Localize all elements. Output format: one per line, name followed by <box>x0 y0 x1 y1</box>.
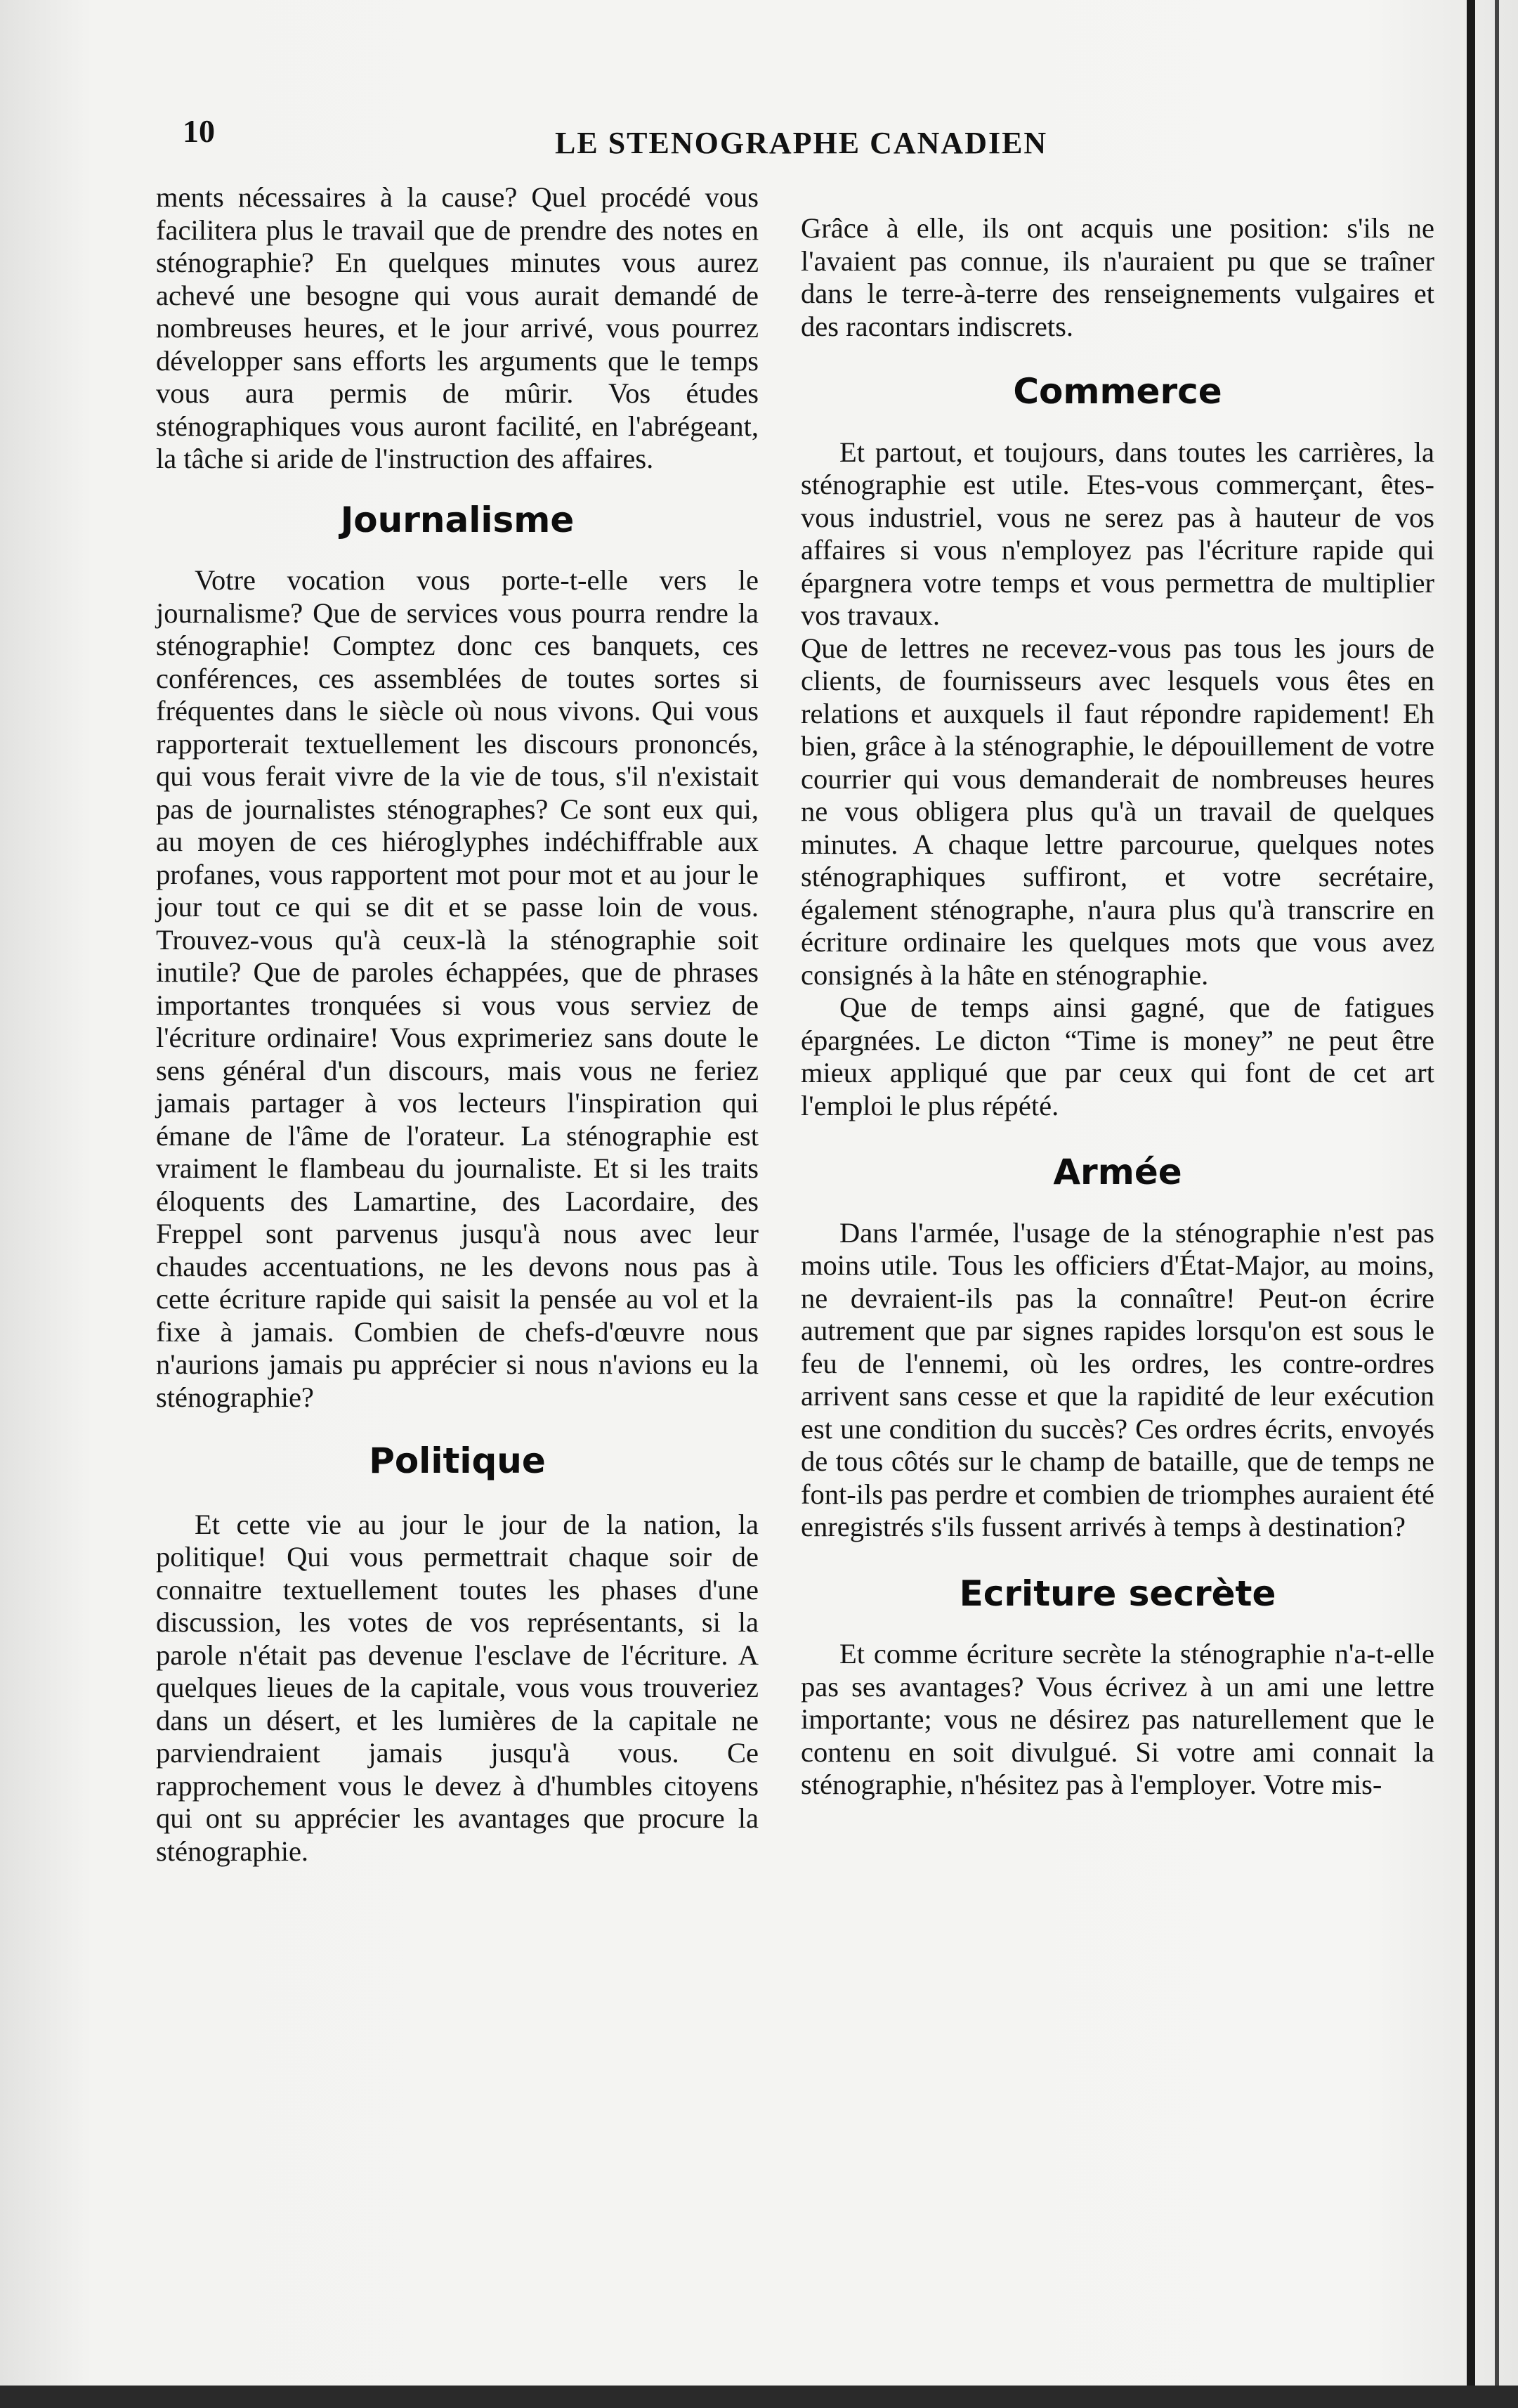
section-heading-politique: Politique <box>369 1440 546 1481</box>
paragraph-commerce-1: Et partout, et toujours, dans toutes les carrières, la sténographie est utile. Etes-vous commerçant, êtes-vous industriel, vous ne serez pas à hauteur de vos affaires si vous n'employez pas l'écriture rapide qui épargnera votre temps et vous permettra de multiplier vos travaux. <box>801 436 1434 631</box>
paragraph-commerce-3: Que de temps ainsi gagné, que de fatigues épargnées. Le dicton “Time is money” ne peut être mieux appliqué que par ceux qui font de cet art l'emploi le plus répété. <box>801 991 1434 1121</box>
paragraph-armee: Dans l'armée, l'usage de la sténographie n'est pas moins utile. Tous les officiers d'État-Major, au moins, ne devraient-ils pas la connaître! Peut-on écrire autrement que par signes rapides lorsqu'on est sous le feu de l'ennemi, où les ordres, les contre-ordres arrivent sans cesse et que la rapidité de leur exécution est une condition du succès? Ces ordres écrits, envoyés de tous côtés sur le champ de bataille, que de temps ne font-ils pas perdre et combien de triomphes auraient été enregistrés s'ils fussent arrivés à temps à destination? <box>801 1216 1434 1542</box>
running-head: LE STENOGRAPHE CANADIEN <box>555 126 1048 160</box>
paragraph-politique: Et cette vie au jour le jour de la nation, la politique! Qui vous permettrait chaque soir de connaitre textuellement toutes les phases d'une discussion, les votes de vos représentants, si la parole n'était pas devenue l'esclave de l'écriture. A quelques lieues de la capitale, vous vous trouveriez dans un désert, et les lumières de la capitale ne parviendraient jamais jusqu'à vous. Ce rapprochement vous le devez à d'humbles citoyens qui ont su apprécier les avantages que procure la sténographie. <box>156 1508 759 1867</box>
section-heading-journalisme: Journalisme <box>340 499 575 540</box>
right-column <box>801 212 1434 1802</box>
left-column <box>156 181 759 1868</box>
paragraph-continuation-right: Grâce à elle, ils ont acquis une position: s'ils ne l'avaient pas connue, ils n'auraient pu que se traîner dans le terre-à-terre des renseignements vulgaires et des racontars indiscrets. <box>801 212 1434 342</box>
section-heading-commerce: Commerce <box>1013 371 1222 412</box>
paragraph-commerce-2: Que de lettres ne recevez-vous pas tous les jours de clients, de fournisseurs avec lesquels vous êtes en relations et auxquels il faut répondre rapidement! Eh bien, grâce à la sténographie, le dépouillement de votre courrier qui vous demanderait de nombreuses heures ne vous obligera plus qu'à un travail de quelques minutes. A chaque lettre parcourue, quelques notes sténographiques suffiront, et votre secrétaire, également sténographe, n'aura plus qu'à transcrire en écriture ordinaire les quelques mots que vous avez consignés à la hâte en sténographie. <box>801 632 1434 991</box>
section-heading-armee: Armée <box>1053 1152 1182 1192</box>
paragraph-continuation: ments nécessaires à la cause? Quel procédé vous facilitera plus le travail que de prendre des notes en sténographie? En quelques minutes vous aurez achevé une besogne qui vous aurait demandé de nombreuses heures, et le jour arrivé, vous pourrez développer sans efforts les arguments que le temps vous aura permis de mûrir. Vos études sténographiques vous auront facilité, en l'abrégeant, la tâche si aride de l'instruction des affaires. <box>156 181 759 474</box>
scan-bottom-border <box>0 2386 1518 2408</box>
binding-edge-line <box>1467 0 1475 2408</box>
section-heading-ecriture-secrete: Ecriture secrète <box>959 1573 1276 1614</box>
paragraph-ecriture-secrete: Et comme écriture secrète la sténographie n'a-t-elle pas ses avantages? Vous écrivez à un ami une lettre importante; vous ne désirez pas naturellement que le contenu en soit divulgué. Si votre ami connait la sténographie, n'hésitez pas à l'employer. Votre mis- <box>801 1638 1434 1800</box>
paragraph-journalisme: Votre vocation vous porte-t-elle vers le journalisme? Que de services vous pourra rendre la sténographie! Comptez donc ces banquets, ces conférences, ces assemblées de toutes sortes si fréquentes dans le siècle où nous vivons. Qui vous rapporterait textuellement les discours prononcés, qui vous ferait vivre de la vie de tous, s'il n'existait pas de journalistes sténographes? Ce sont eux qui, au moyen de ces hiéroglyphes indéchiffrable aux profanes, vous rapportent mot pour mot et au jour le jour tout ce qui se dit et se passe loin de vous. Trouvez-vous qu'à ceux-là la sténographie soit inutile? Que de paroles échappées, que de phrases importantes tronquées si vous vous serviez de l'écriture ordinaire! Vous exprimeriez sans doute le sens général d'un discours, mais vous ne feriez jamais partager à vos lecteurs l'inspiration qui émane de l'âme de l'orateur. La sténographie est vraiment le flambeau du journaliste. Et si les traits éloquents des Lamartine, des Lacordaire, des Freppel sont parvenus jusqu'à nous avec leur chaudes accentuations, ne les devons nous pas à cette écriture rapide qui saisit la pensée au vol et la fixe à jamais. Combien de chefs-d'œuvre nous n'aurions jamais pu apprécier si nous n'avions eu la sténographie? <box>156 564 759 1413</box>
binding-edge-line-secondary <box>1495 0 1499 2408</box>
page-number: 10 <box>183 113 215 149</box>
